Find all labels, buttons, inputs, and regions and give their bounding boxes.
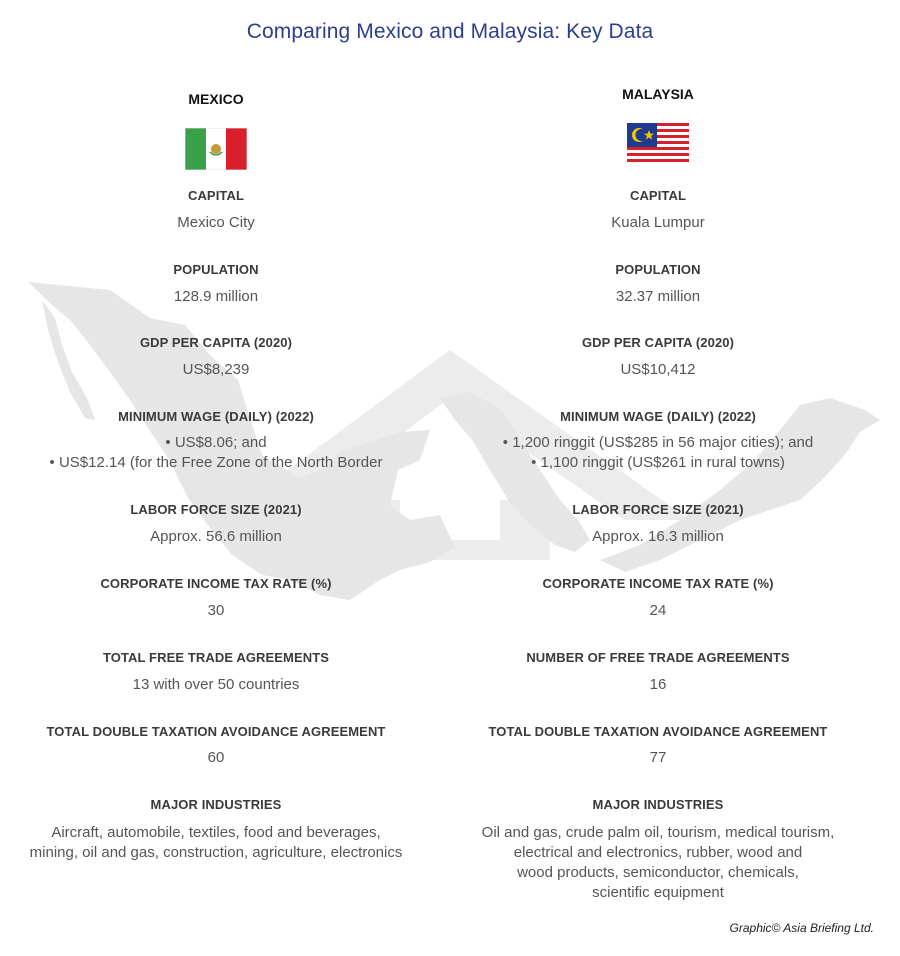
mexico-capital-value: Mexico City <box>177 214 255 231</box>
mexico-wage-line: • US$8.06; and <box>165 434 267 451</box>
malaysia-capital-label: CAPITAL <box>629 188 687 203</box>
malaysia-dta-value: 77 <box>649 749 667 766</box>
mexico-wage-value <box>0 433 436 473</box>
malaysia-capital-value: Kuala Lumpur <box>611 214 705 231</box>
malaysia-population-value: 32.37 million <box>615 288 701 305</box>
mexico-labor-value: Approx. 56.6 million <box>150 528 282 545</box>
malaysia-fta-label: NUMBER OF FREE TRADE AGREEMENTS <box>526 650 790 665</box>
mexico-tax-label: CORPORATE INCOME TAX RATE (%) <box>100 576 332 591</box>
malaysia-tax-value: 24 <box>649 602 667 619</box>
malaysia-industries-line: wood products, semiconductor, chemicals, <box>517 864 799 881</box>
malaysia-wage-line: • 1,100 ringgit (US$261 in rural towns) <box>531 454 785 471</box>
mexico-labor-label: LABOR FORCE SIZE (2021) <box>130 502 302 517</box>
mexico-population-value: 128.9 million <box>173 288 259 305</box>
mexico-fta-value: 13 with over 50 countries <box>132 676 300 693</box>
page-title: Comparing Mexico and Malaysia: Key Data <box>246 20 654 43</box>
malaysia-industries-value <box>438 823 878 903</box>
mexico-dta-label: TOTAL DOUBLE TAXATION AVOIDANCE AGREEMENT <box>46 724 386 739</box>
mexico-industries-label: MAJOR INDUSTRIES <box>150 797 282 812</box>
malaysia-industries-line: Oil and gas, crude palm oil, tourism, medical tourism, <box>481 824 835 841</box>
mexico-gdp-value: US$8,239 <box>182 361 250 378</box>
malaysia-labor-label: LABOR FORCE SIZE (2021) <box>572 502 744 517</box>
malaysia-population-label: POPULATION <box>615 262 701 277</box>
malaysia-wage-label: MINIMUM WAGE (DAILY) (2022) <box>560 409 756 424</box>
mexico-dta-value: 60 <box>207 749 225 766</box>
mexico-industries-value <box>0 823 436 863</box>
graphic-credit: Graphic© Asia Briefing Ltd. <box>729 921 874 935</box>
malaysia-wage-value <box>438 433 878 473</box>
malaysia-tax-label: CORPORATE INCOME TAX RATE (%) <box>542 576 774 591</box>
mexico-industries-line: mining, oil and gas, construction, agriculture, electronics <box>29 844 403 861</box>
mexico-capital-label: CAPITAL <box>187 188 245 203</box>
mexico-population-label: POPULATION <box>173 262 259 277</box>
mexico-fta-label: TOTAL FREE TRADE AGREEMENTS <box>102 650 330 665</box>
malaysia-industries-line: electrical and electronics, rubber, wood and <box>513 844 803 861</box>
malaysia-flag-icon <box>627 123 689 165</box>
mexico-industries-line: Aircraft, automobile, textiles, food and beverages, <box>51 824 381 841</box>
malaysia-country-name: MALAYSIA <box>622 86 694 102</box>
mexico-wage-label: MINIMUM WAGE (DAILY) (2022) <box>118 409 314 424</box>
mexico-gdp-label: GDP PER CAPITA (2020) <box>139 335 293 350</box>
malaysia-wage-line: • 1,200 ringgit (US$285 in 56 major cities); and <box>502 434 814 451</box>
mexico-tax-value: 30 <box>207 602 225 619</box>
malaysia-dta-label: TOTAL DOUBLE TAXATION AVOIDANCE AGREEMENT <box>488 724 828 739</box>
mexico-country-name: MEXICO <box>188 91 244 107</box>
mexico-wage-line: • US$12.14 (for the Free Zone of the North Border <box>49 454 383 471</box>
malaysia-industries-line: scientific equipment <box>592 884 724 901</box>
malaysia-labor-value: Approx. 16.3 million <box>592 528 724 545</box>
mexico-flag-icon <box>185 128 247 170</box>
malaysia-gdp-value: US$10,412 <box>620 361 696 378</box>
malaysia-fta-value: 16 <box>649 676 667 693</box>
malaysia-industries-label: MAJOR INDUSTRIES <box>592 797 724 812</box>
malaysia-gdp-label: GDP PER CAPITA (2020) <box>581 335 735 350</box>
